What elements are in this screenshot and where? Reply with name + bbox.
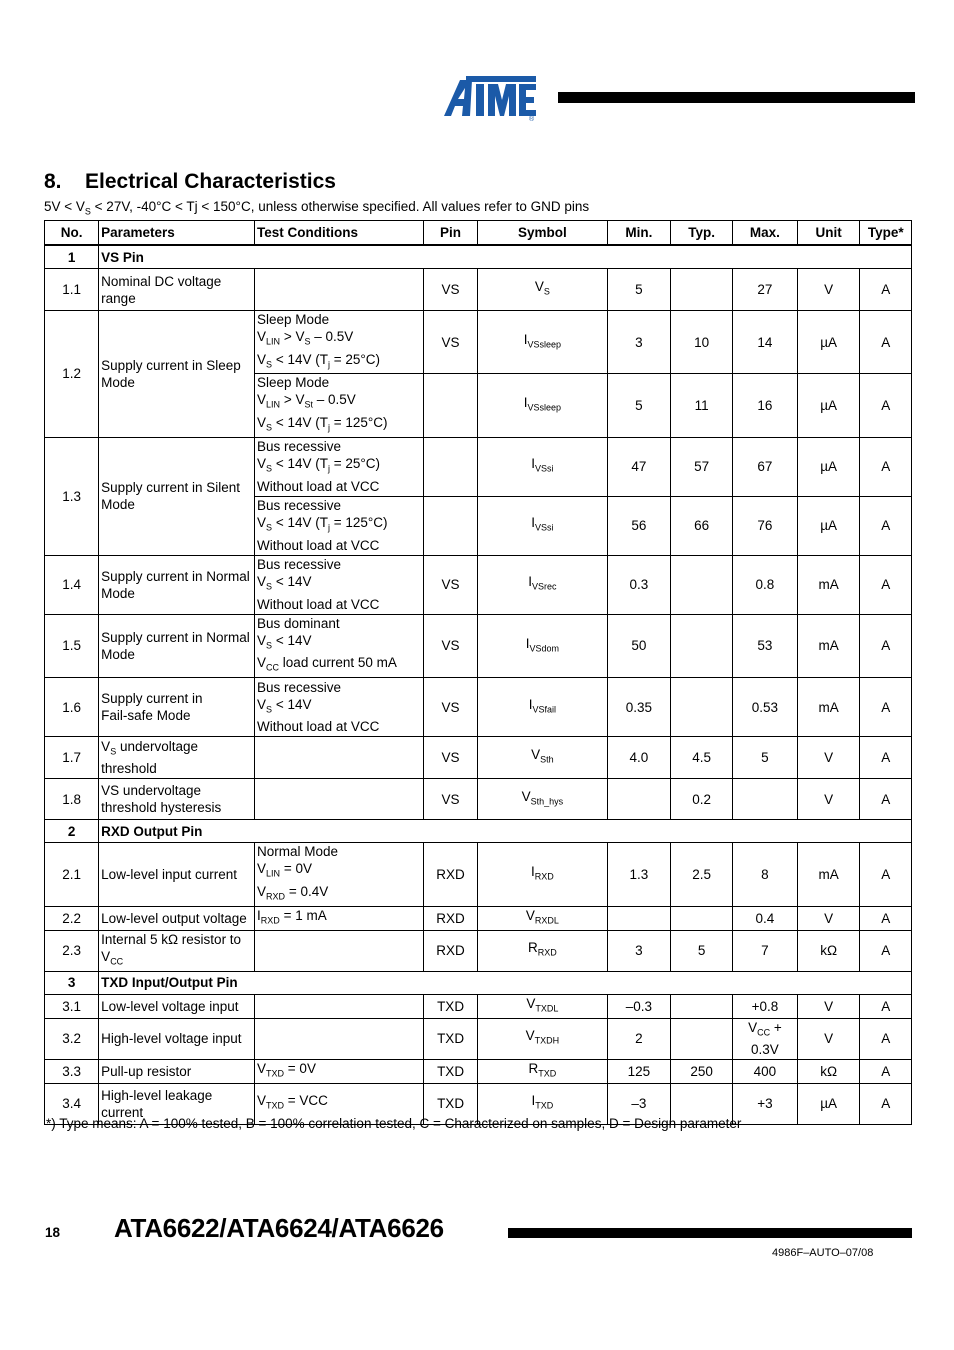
table-row: 2.2 Low-level output voltage $I_{RXD} = 1$ mA RXD $V_{RXDL}$ 0.4 V A	[45, 906, 912, 930]
col-max: Max.	[732, 221, 797, 246]
table-row: Sleep Mode $V_{LIN} > V_{St} - 0.5V$ $V_S < 14V$ $(T_j = 125^\circ C)$ $I_{VSsleep}$ 5 11 16 µA A	[45, 374, 912, 437]
table-row: 1.7 $V_S$ undervoltage threshold VS $V_{Sth}$ 4.0 4.5 5 V A	[45, 737, 912, 779]
table-row: 3.3 Pull-up resistor $V_{TXD} = 0V$ TXD $R_{TXD}$ 125 250 400 kΩ A	[45, 1059, 912, 1083]
col-parameters: Parameters	[99, 221, 255, 246]
table-row: 3.4 High-level leakage current $V_{TXD}$ = VCC TXD $I_{TXD}$ –3 +3 µA A	[45, 1083, 912, 1124]
section-title: 8. Electrical Characteristics	[44, 170, 336, 193]
table-row: 2.3 Internal 5 kΩ resistor to $V_{CC}$ RXD $R_{RXD}$ 3 5 7 kΩ A	[45, 930, 912, 971]
document-title: ATA6622/ATA6624/ATA6626	[114, 1213, 444, 1243]
col-typ: Typ.	[671, 221, 733, 246]
table-row: 1.4 Supply current in Normal Mode Bus recessive $V_S < 14V$ Without load at VCC VS $I_{VSrec}$ 0.3 0.8 mA A	[45, 555, 912, 614]
footer-rule	[508, 1228, 912, 1238]
type-footnote: *) Type means: A = 100% tested, B = 100% correlation tested, C = Characterized on samples, D = Design parameter	[46, 1116, 742, 1131]
page-number: 18	[45, 1225, 61, 1240]
table-row: Bus recessive $V_S < 14V$ $(T_j = 125^\circ C)$ Without load at VCC $I_{VSsi}$ 56 66 76 µA A	[45, 496, 912, 555]
table-row: 2.1 Low-level input current Normal Mode $V_{LIN} = 0V$ $V_{RXD} = 0.4V$ RXD $I_{RXD}$ 1.3 2.5 8 mA A	[45, 843, 912, 906]
global-conditions: $5V < V_S < 27V$, -40°C < Tj < 150°C, unless otherwise specified. All values refer to GND pins	[44, 199, 590, 217]
header-row	[45, 221, 912, 246]
electrical-characteristics-table	[44, 220, 912, 1125]
table-row: 1.6 Supply current in Fail-safe Mode Bus recessive $V_S < 14V$ Without load at VCC VS $I_{VSfail}$ 0.35 0.53 mA A	[45, 678, 912, 737]
document-code: 4986F–AUTO–07/08	[772, 1247, 874, 1259]
col-pin: Pin	[424, 221, 478, 246]
header-rule	[558, 92, 915, 103]
col-unit: Unit	[797, 221, 860, 246]
table-row: 1.3 Supply current in Silent Mode Bus recessive $V_S < 14V$ $(T_j = 25^\circ C)$ Without load at VCC $I_{VSsi}$ 47 57 67 µA A	[45, 437, 912, 496]
col-test-conditions: Test Conditions	[255, 221, 424, 246]
section-row: 1 VS Pin	[45, 245, 912, 269]
col-no: No.	[45, 221, 99, 246]
table-row: 3.2 High-level voltage input TXD $V_{TXDH}$ 2 $V_{CC}$ + 0.3V V A	[45, 1018, 912, 1059]
col-type: Type*	[860, 221, 912, 246]
col-min: Min.	[607, 221, 671, 246]
table-row: 1.1 Nominal DC voltage range VS $V_S$ 5 27 V A	[45, 269, 912, 311]
col-symbol: Symbol	[478, 221, 607, 246]
table-row: 1.5 Supply current in Normal Mode Bus dominant $V_S < 14V$ $V_{CC}$ load current 50 mA VS $I_{VSdom}$ 50 53 mA A	[45, 614, 912, 677]
table-row: 1.2 Supply current in Sleep Mode Sleep Mode $V_{LIN} > V_S - 0.5V$ $V_S < 14V$ $(T_j = 25^\circ C)$ VS $I_{VSsleep}$ 3 10 14 µA A	[45, 311, 912, 374]
table-row: 3.1 Low-level voltage input TXD $V_{TXDL}$ –0.3 +0.8 V A	[45, 994, 912, 1018]
section-row: 3 TXD Input/Output Pin	[45, 971, 912, 994]
atmel-logo	[440, 72, 540, 122]
table-row: 1.8 VS undervoltage threshold hysteresis VS $V_{Sth\_hys}$ 0.2 V A	[45, 779, 912, 820]
svg-text:®: ®	[529, 116, 535, 122]
section-row: 2 RXD Output Pin	[45, 820, 912, 843]
